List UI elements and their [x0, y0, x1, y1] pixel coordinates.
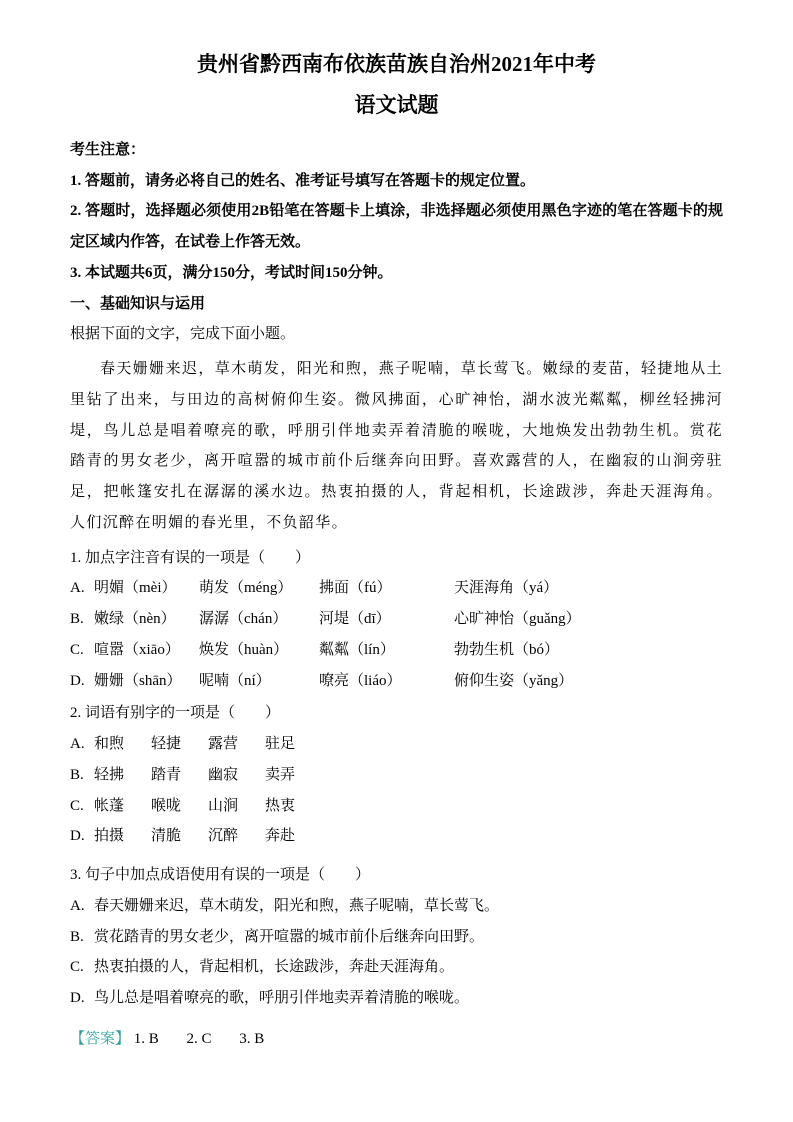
option-letter: C.: [70, 641, 84, 658]
option-item: 轻捷: [151, 736, 182, 753]
option-item: 拍摄: [94, 828, 125, 845]
q1-stem: 1. 加点字注音有误的一项是（ ）: [70, 549, 311, 566]
option-letter: B.: [70, 611, 84, 628]
q2-option-b: [70, 760, 723, 791]
option-item: 焕发（huàn）: [199, 641, 289, 658]
q1-options: [70, 573, 723, 696]
answer-item-2: 2. C: [186, 1030, 212, 1047]
option-item: 明媚（mèi）: [94, 580, 177, 597]
q2-options: [70, 729, 723, 852]
answer-item-1: 1. B: [133, 1030, 159, 1047]
option-item: 露营: [208, 736, 239, 753]
option-item: 俯仰生姿（yǎng）: [454, 672, 574, 689]
q3-option-c: [70, 952, 723, 983]
option-letter: C.: [70, 797, 84, 814]
q3-option-a: [70, 891, 723, 922]
option-item: 心旷神怡（guǎng）: [454, 611, 581, 628]
notice-item-3: 3. 本试题共6页，满分150分，考试时间150分钟。: [70, 264, 393, 281]
option-item: 天涯海角（yá）: [454, 580, 559, 597]
option-item: 踏青: [151, 766, 182, 783]
notice-heading: 考生注意：: [70, 141, 146, 158]
option-item: 喉咙: [151, 797, 182, 814]
option-letter: D.: [70, 672, 85, 689]
option-item: 嘹亮（liáo）: [319, 672, 402, 689]
option-item: 粼粼（lín）: [319, 641, 395, 658]
option-item: 和煦: [94, 736, 125, 753]
option-text: 热衷拍摄的人，背起相机，长途跋涉，奔赴天涯海角。: [94, 959, 455, 976]
option-item: 山涧: [208, 797, 239, 814]
option-item: 清脆: [151, 828, 182, 845]
option-item: 帐蓬: [94, 797, 125, 814]
exam-title-line1: 贵州省黔西南布依族苗族自治州2021年中考: [197, 52, 596, 76]
option-item: 奔赴: [265, 828, 296, 845]
q1-option-c: [70, 635, 723, 666]
option-letter: C.: [70, 959, 84, 976]
option-item: 呢喃（ní）: [199, 672, 271, 689]
q2-option-d: [70, 821, 723, 852]
q1-option-b: [70, 604, 723, 635]
q2-option-a: [70, 729, 723, 760]
answer-label: 【答案】: [70, 1030, 131, 1047]
option-item: 轻拂: [94, 766, 125, 783]
notice-item-1: 1. 答题前，请务必将自己的姓名、准考证号填写在答题卡的规定位置。: [70, 172, 536, 189]
option-text: 鸟儿总是唱着嘹亮的歌，呼朋引伴地卖弄着清脆的喉咙。: [94, 990, 470, 1007]
passage-text: 春天姗姗来迟，草木萌发，阳光和煦，燕子呢喃，草长莺飞。嫩绿的麦苗，轻捷地从土里钻了出来，与田边的高树俯仰生姿。微风拂面，心旷神怡，湖水波光粼粼，柳丝轻拂河堤，鸟儿总是唱着嘹亮的歌，呼朋引伴地卖弄着清脆的喉咙，大地焕发出勃勃生机。赏花踏青的男女老少，离开喧嚣的城市前仆后继奔向田野。喜欢露营的人，在幽寂的山涧旁驻足，把帐篷安扎在潺潺的溪水边。热衷拍摄的人，背起相机，长途跋涉，奔赴天涯海角。人们沉醉在明媚的春光里，不负韶华。: [70, 361, 723, 531]
option-letter: B.: [70, 928, 84, 945]
option-letter: A.: [70, 580, 85, 597]
option-item: 萌发（méng）: [199, 580, 293, 597]
option-item: 卖弄: [265, 766, 296, 783]
option-letter: A.: [70, 736, 85, 753]
option-item: 热衷: [265, 797, 296, 814]
option-item: 河堤（dī）: [319, 611, 391, 628]
option-letter: A.: [70, 897, 85, 914]
option-text: 赏花踏青的男女老少，离开喧嚣的城市前仆后继奔向田野。: [94, 928, 485, 945]
answer-item-3: 3. B: [239, 1030, 265, 1047]
q1-option-a: [70, 573, 723, 604]
option-item: 驻足: [265, 736, 296, 753]
exam-title-line2: 语文试题: [354, 93, 439, 118]
section-heading: 一、基础知识与运用: [70, 295, 206, 312]
option-item: 姗姗（shān）: [94, 672, 182, 689]
q1-option-d: [70, 666, 723, 697]
q2-option-c: [70, 791, 723, 822]
q2-stem: 2. 词语有别字的一项是（ ）: [70, 705, 281, 722]
answer-line: [70, 1024, 723, 1055]
option-item: 喧嚣（xiāo）: [94, 641, 180, 658]
q3-option-d: [70, 983, 723, 1014]
option-item: 沉醉: [208, 828, 239, 845]
option-item: 拂面（fú）: [319, 580, 392, 597]
option-item: 勃勃生机（bó）: [454, 641, 560, 658]
option-letter: B.: [70, 766, 84, 783]
intro-text: 根据下面的文字，完成下面小题。: [70, 326, 296, 343]
q3-option-b: [70, 922, 723, 953]
option-item: 嫩绿（nèn）: [94, 611, 176, 628]
option-item: 幽寂: [208, 766, 239, 783]
option-letter: D.: [70, 990, 85, 1007]
q3-stem: 3. 句子中加点成语使用有误的一项是（ ）: [70, 867, 371, 884]
q3-options: [70, 891, 723, 1014]
option-text: 春天姗姗来迟，草木萌发，阳光和煦，燕子呢喃，草长莺飞。: [94, 897, 500, 914]
option-item: 潺潺（chán）: [199, 611, 288, 628]
notice-item-2: 2. 答题时，选择题必须使用2B铅笔在答题卡上填涂，非选择题必须使用黑色字迹的笔在答题卡的规定区域内作答，在试卷上作答无效。: [70, 203, 723, 251]
option-letter: D.: [70, 828, 85, 845]
